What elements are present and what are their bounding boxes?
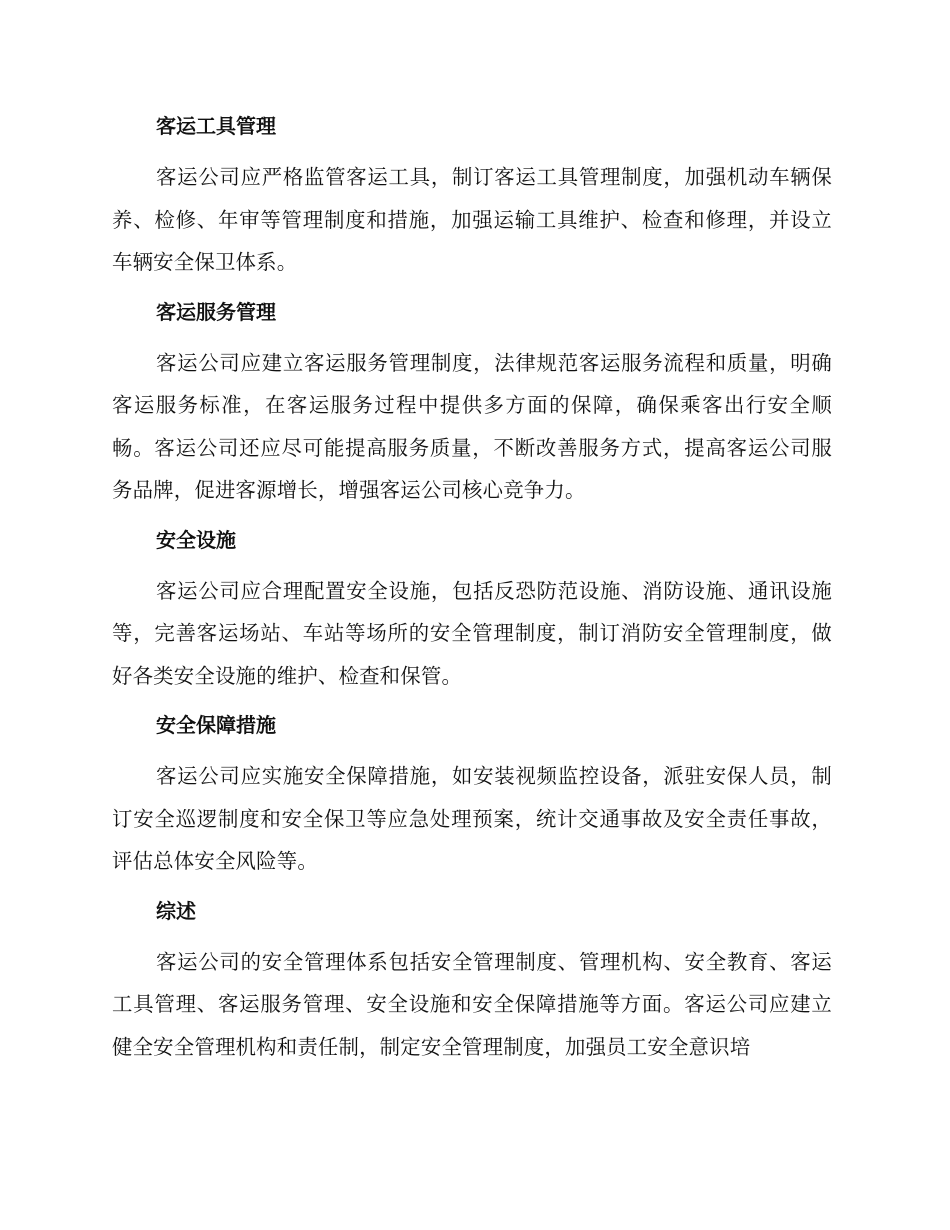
section-summary [112, 889, 832, 1069]
section-paragraph: 客运公司应合理配置安全设施，包括反恐防范设施、消防设施、通讯设施等，完善客运场站、车站等场所的安全管理制度，制订消防安全管理制度，做好各类安全设施的维护、检查和保管。 [112, 578, 832, 688]
section-heading: 综述 [156, 898, 196, 923]
section-vehicle-management [112, 104, 832, 284]
section-paragraph: 客运公司应严格监管客运工具，制订客运工具管理制度，加强机动车辆保养、检修、年审等管理制度和措施，加强运输工具维护、检查和修理，并设立车辆安全保卫体系。 [112, 165, 832, 274]
section-safety-measures [112, 703, 832, 883]
section-heading: 安全设施 [156, 527, 236, 552]
section-safety-facilities [112, 518, 832, 698]
document-page [112, 104, 832, 1068]
section-paragraph: 客运公司应实施安全保障措施，如安装视频监控设备，派驻安保人员，制订安全巡逻制度和安全保卫等应急处理预案，统计交通事故及安全责任事故，评估总体安全风险等。 [112, 764, 832, 873]
section-heading: 安全保障措施 [156, 713, 276, 737]
section-paragraph: 客运公司的安全管理体系包括安全管理制度、管理机构、安全教育、客运工具管理、客运服务管理、安全设施和安全保障措施等方面。客运公司应建立健全安全管理机构和责任制，制定安全管理制度，加强员工安全意识培 [112, 949, 832, 1059]
section-service-management [112, 290, 832, 512]
section-heading: 客运服务管理 [156, 299, 276, 324]
section-heading: 客运工具管理 [156, 114, 276, 138]
section-paragraph: 客运公司应建立客运服务管理制度，法律规范客运服务流程和质量，明确客运服务标准，在客运服务过程中提供多方面的保障，确保乘客出行安全顺畅。客运公司还应尽可能提高服务质量，不断改善服务方式，提高客运公司服务品牌，促进客源增长，增强客运公司核心竞争力。 [112, 350, 832, 502]
